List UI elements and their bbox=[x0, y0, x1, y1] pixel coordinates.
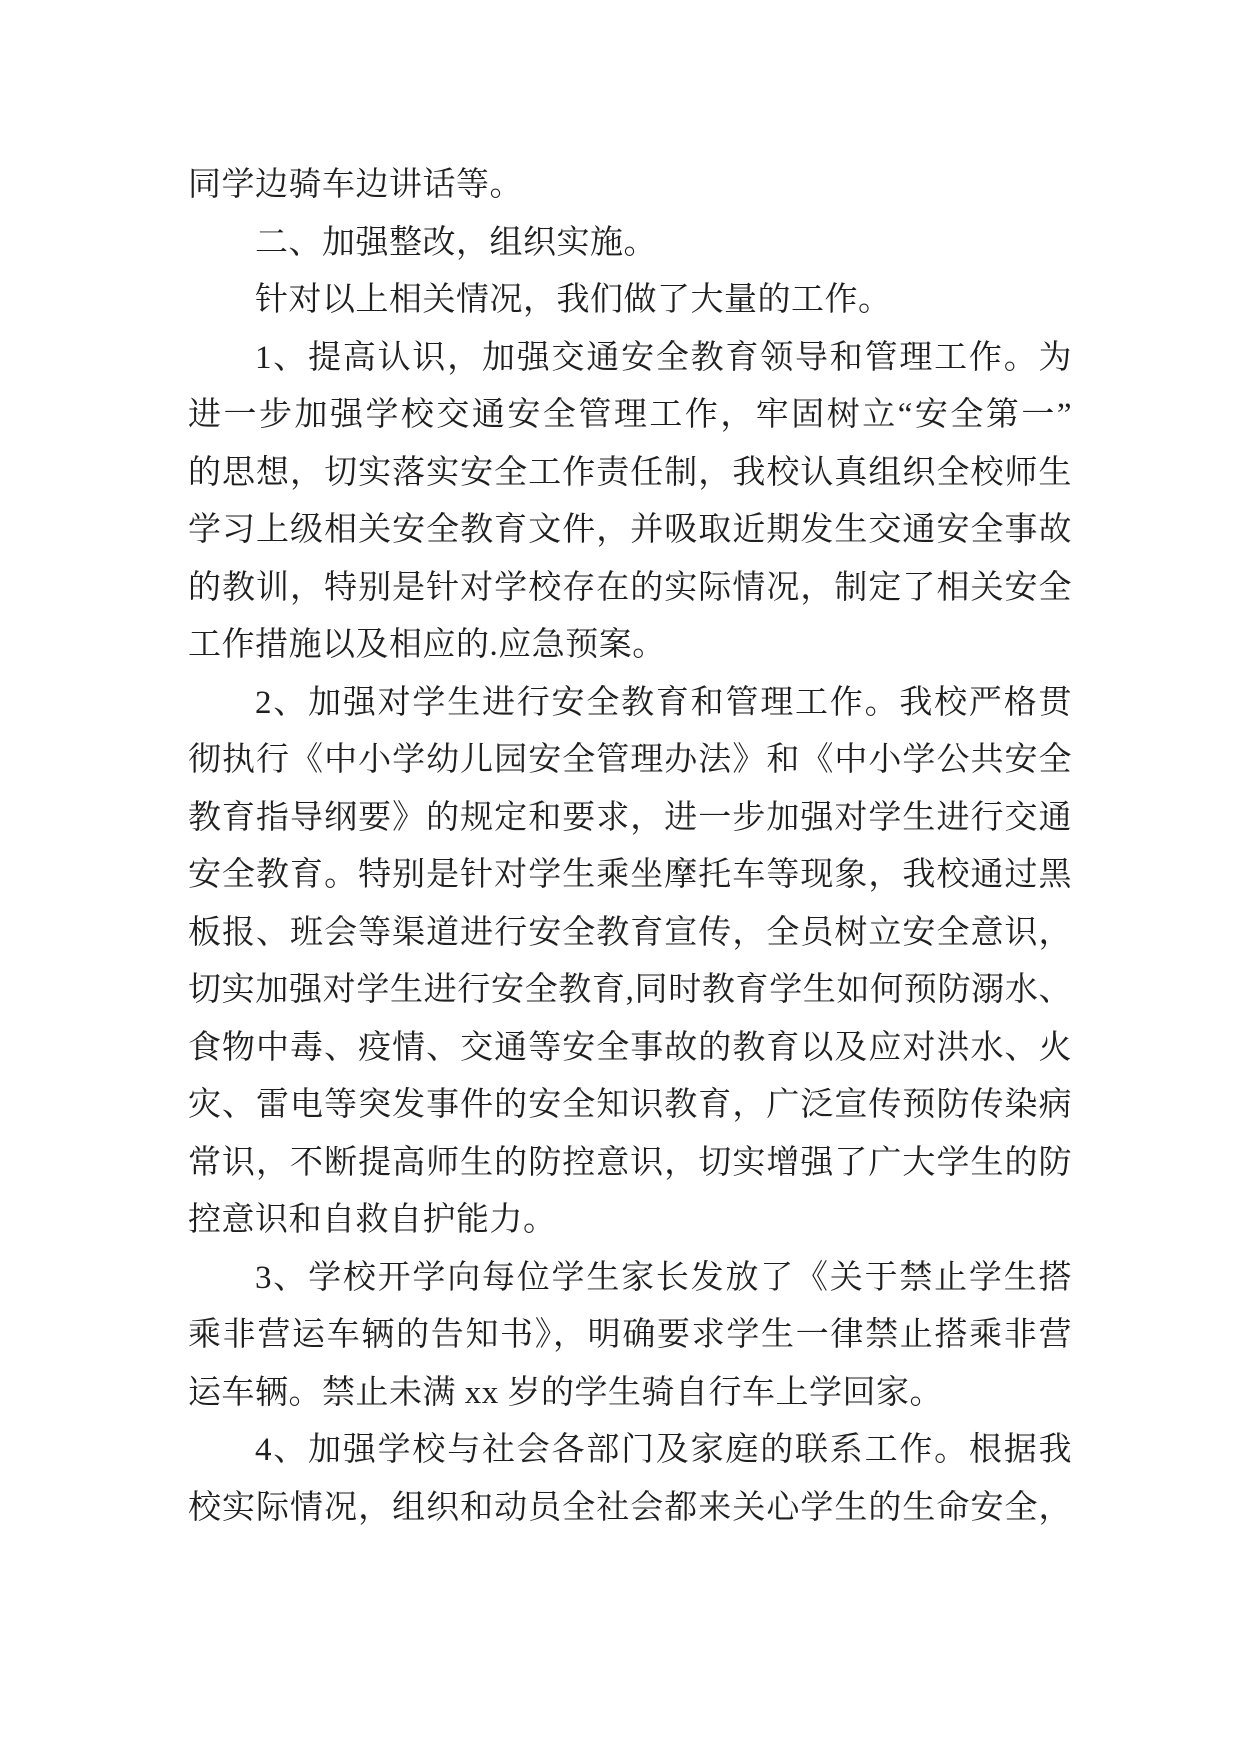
text-line: 同学边骑车边讲话等。 bbox=[188, 167, 523, 203]
text-line: 针对以上相关情况，我们做了大量的工作。 bbox=[255, 282, 892, 318]
document-body bbox=[188, 157, 1072, 1537]
text-line: 切实加强对学生进行安全教育,同时教育学生如何预防溺水、 bbox=[188, 972, 1072, 1008]
text-line: 安全教育。特别是针对学生乘坐摩托车等现象，我校通过黑 bbox=[188, 857, 1072, 893]
text-line: 彻执行《中小学幼儿园安全管理办法》和《中小学公共安全 bbox=[188, 742, 1072, 778]
text-line: 二、加强整改，组织实施。 bbox=[255, 224, 657, 261]
text-line: 教育指导纲要》的规定和要求，进一步加强对学生进行交通 bbox=[188, 799, 1072, 836]
text-line: 4、加强学校与社会各部门及家庭的联系工作。根据我 bbox=[255, 1432, 1072, 1468]
text-line: 校实际情况，组织和动员全社会都来关心学生的生命安全， bbox=[188, 1489, 1072, 1526]
text-line: 灾、雷电等突发事件的安全知识教育，广泛宣传预防传染病 bbox=[188, 1087, 1072, 1123]
text-line: 运车辆。禁止未满 xx 岁的学生骑自行车上学回家。 bbox=[188, 1374, 943, 1411]
text-line: 的教训，特别是针对学校存在的实际情况，制定了相关安全 bbox=[188, 569, 1072, 606]
text-line: 3、学校开学向每位学生家长发放了《关于禁止学生搭 bbox=[255, 1259, 1072, 1296]
text-line: 的思想，切实落实安全工作责任制，我校认真组织全校师生 bbox=[188, 454, 1072, 491]
text-line: 控意识和自救自护能力。 bbox=[188, 1202, 557, 1238]
text-line: 2、加强对学生进行安全教育和管理工作。我校严格贯 bbox=[255, 684, 1072, 721]
text-line: 板报、班会等渠道进行安全教育宣传，全员树立安全意识， bbox=[188, 914, 1072, 951]
text-line: 进一步加强学校交通安全管理工作，牢固树立“安全第一” bbox=[188, 397, 1072, 433]
text-line: 常识，不断提高师生的防控意识，切实增强了广大学生的防 bbox=[188, 1144, 1072, 1181]
text-line: 食物中毒、疫情、交通等安全事故的教育以及应对洪水、火 bbox=[188, 1029, 1072, 1066]
text-line: 学习上级相关安全教育文件，并吸取近期发生交通安全事故 bbox=[188, 512, 1072, 548]
text-line: 1、提高认识，加强交通安全教育领导和管理工作。为 bbox=[255, 339, 1072, 376]
text-line: 乘非营运车辆的告知书》，明确要求学生一律禁止搭乘非营 bbox=[188, 1317, 1072, 1353]
text-line: 工作措施以及相应的.应急预案。 bbox=[188, 627, 666, 663]
